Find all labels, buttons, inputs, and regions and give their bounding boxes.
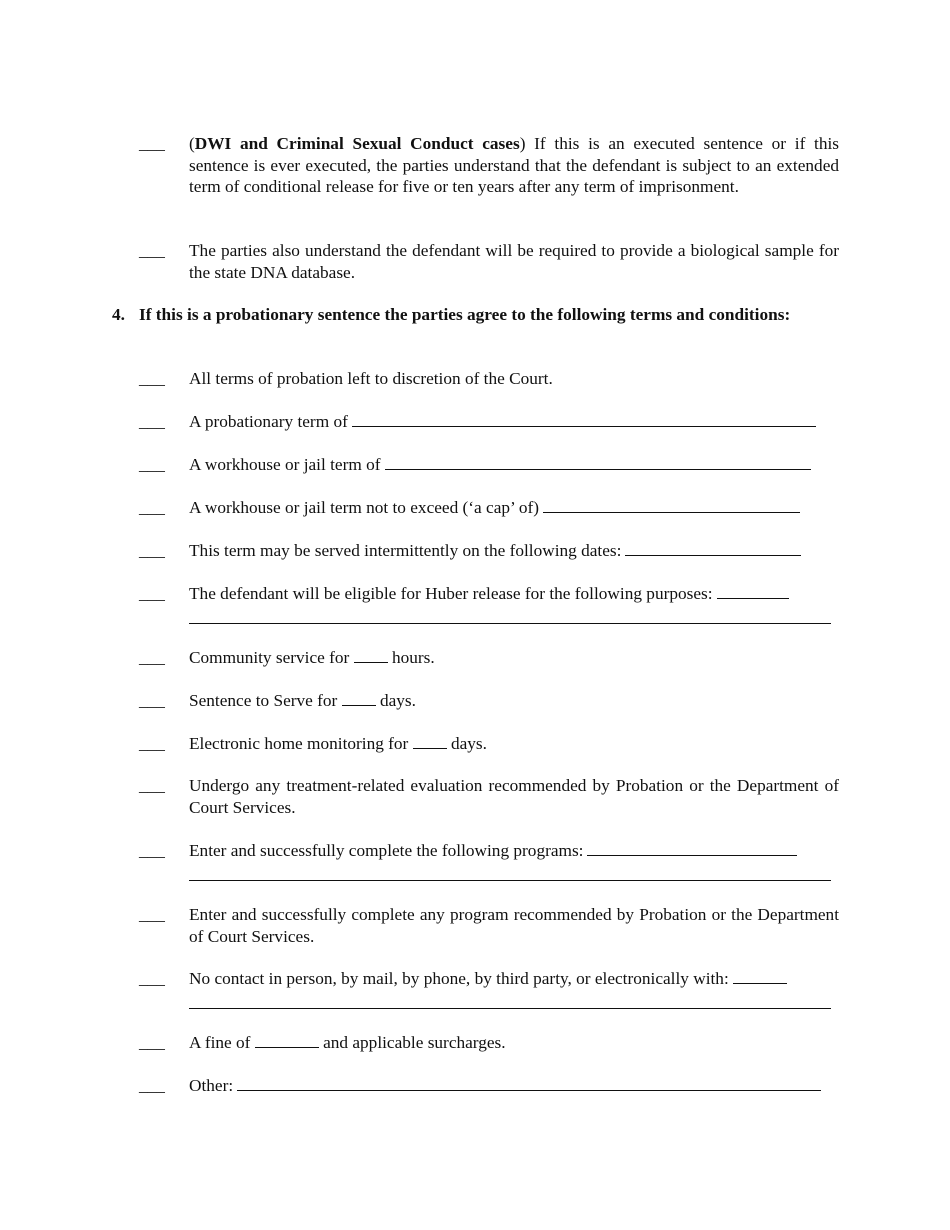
fill-in-line[interactable] xyxy=(385,454,811,470)
section-number: 4. xyxy=(112,305,125,324)
condition-label: A probationary term of xyxy=(189,412,348,431)
condition-text xyxy=(189,840,839,862)
condition-text xyxy=(189,1075,839,1097)
condition-unit: hours. xyxy=(391,648,435,667)
fine-amount-blank[interactable] xyxy=(255,1032,319,1048)
condition-text xyxy=(189,411,839,433)
condition-text: The parties also understand the defendant will be required to provide a biological sample for the state DNA database. xyxy=(189,241,839,282)
condition-text: Undergo any treatment-related evaluation recommended by Probation or the Department of Court Services. xyxy=(189,776,839,817)
fill-in-line[interactable] xyxy=(587,840,797,856)
fill-in-line[interactable] xyxy=(733,968,787,984)
section-heading-text: If this is a probationary sentence the parties agree to the following terms and conditions: xyxy=(139,305,791,324)
condition-text xyxy=(189,540,839,562)
condition-text xyxy=(189,497,839,519)
fill-in-line[interactable] xyxy=(625,540,801,556)
hours-blank[interactable] xyxy=(354,647,388,663)
check-blank[interactable]: ___ xyxy=(139,1076,165,1095)
check-blank[interactable]: ___ xyxy=(139,905,165,924)
fill-in-line-continuation[interactable] xyxy=(189,1008,831,1009)
check-blank[interactable]: ___ xyxy=(139,841,165,860)
check-blank[interactable]: ___ xyxy=(139,584,165,603)
fill-in-line-continuation[interactable] xyxy=(189,623,831,624)
condition-text xyxy=(189,1032,839,1054)
condition-text: All terms of probation left to discretion of the Court. xyxy=(189,369,553,388)
fill-in-line[interactable] xyxy=(717,583,789,599)
condition-text xyxy=(189,968,839,990)
check-blank[interactable]: ___ xyxy=(139,412,165,431)
days-blank[interactable] xyxy=(342,690,376,706)
check-blank[interactable]: ___ xyxy=(139,691,165,710)
condition-label: A workhouse or jail term not to exceed (‘a cap’ of) xyxy=(189,498,539,517)
condition-label: The defendant will be eligible for Huber release for the following purposes: xyxy=(189,584,713,603)
check-blank[interactable]: ___ xyxy=(139,734,165,753)
condition-text xyxy=(189,690,839,712)
check-blank[interactable]: ___ xyxy=(139,1033,165,1052)
condition-label: Electronic home monitoring for xyxy=(189,734,409,753)
condition-text xyxy=(189,733,839,755)
condition-label: No contact in person, by mail, by phone, by third party, or electronically with: xyxy=(189,969,729,988)
condition-label: Sentence to Serve for xyxy=(189,691,338,710)
days-blank[interactable] xyxy=(413,733,447,749)
check-blank[interactable]: ___ xyxy=(139,776,165,795)
condition-label: A fine of xyxy=(189,1033,251,1052)
condition-body: If this is an executed sentence or if this sentence is ever executed, the parties understand that the defendant is subject to an extended term of conditional release for five or ten years after any term of imprisonment. xyxy=(189,134,840,196)
check-blank[interactable]: ___ xyxy=(139,369,165,388)
bold-case-type: DWI and Criminal Sexual Conduct cases xyxy=(194,134,520,153)
condition-unit: and applicable surcharges. xyxy=(323,1033,506,1052)
condition-label: Enter and successfully complete the following programs: xyxy=(189,841,584,860)
check-blank[interactable]: ___ xyxy=(139,455,165,474)
condition-text xyxy=(189,583,839,605)
condition-label: This term may be served intermittently on the following dates: xyxy=(189,541,622,560)
check-blank[interactable]: ___ xyxy=(139,969,165,988)
condition-label: Community service for xyxy=(189,648,350,667)
fill-in-line-continuation[interactable] xyxy=(189,880,831,881)
condition-label: A workhouse or jail term of xyxy=(189,455,381,474)
fill-in-line[interactable] xyxy=(352,411,816,427)
condition-text: (DWI and Criminal Sexual Conduct cases) If this is an executed sentence or if this sentence is ever executed, the parties understand that the defendant is subject to an extended term of conditional release for five or ten years after any term of imprisonment. xyxy=(189,134,840,196)
condition-text xyxy=(189,647,839,669)
condition-unit: days. xyxy=(450,734,487,753)
fill-in-line[interactable] xyxy=(237,1075,821,1091)
check-blank[interactable]: ___ xyxy=(139,241,165,260)
check-blank[interactable]: ___ xyxy=(139,134,165,153)
condition-text xyxy=(189,454,839,476)
check-blank[interactable]: ___ xyxy=(139,498,165,517)
condition-label: Other: xyxy=(189,1076,234,1095)
check-blank[interactable]: ___ xyxy=(139,648,165,667)
fill-in-line[interactable] xyxy=(543,497,800,513)
check-blank[interactable]: ___ xyxy=(139,541,165,560)
condition-unit: days. xyxy=(379,691,416,710)
condition-text: Enter and successfully complete any program recommended by Probation or the Department of Court Services. xyxy=(189,905,839,946)
